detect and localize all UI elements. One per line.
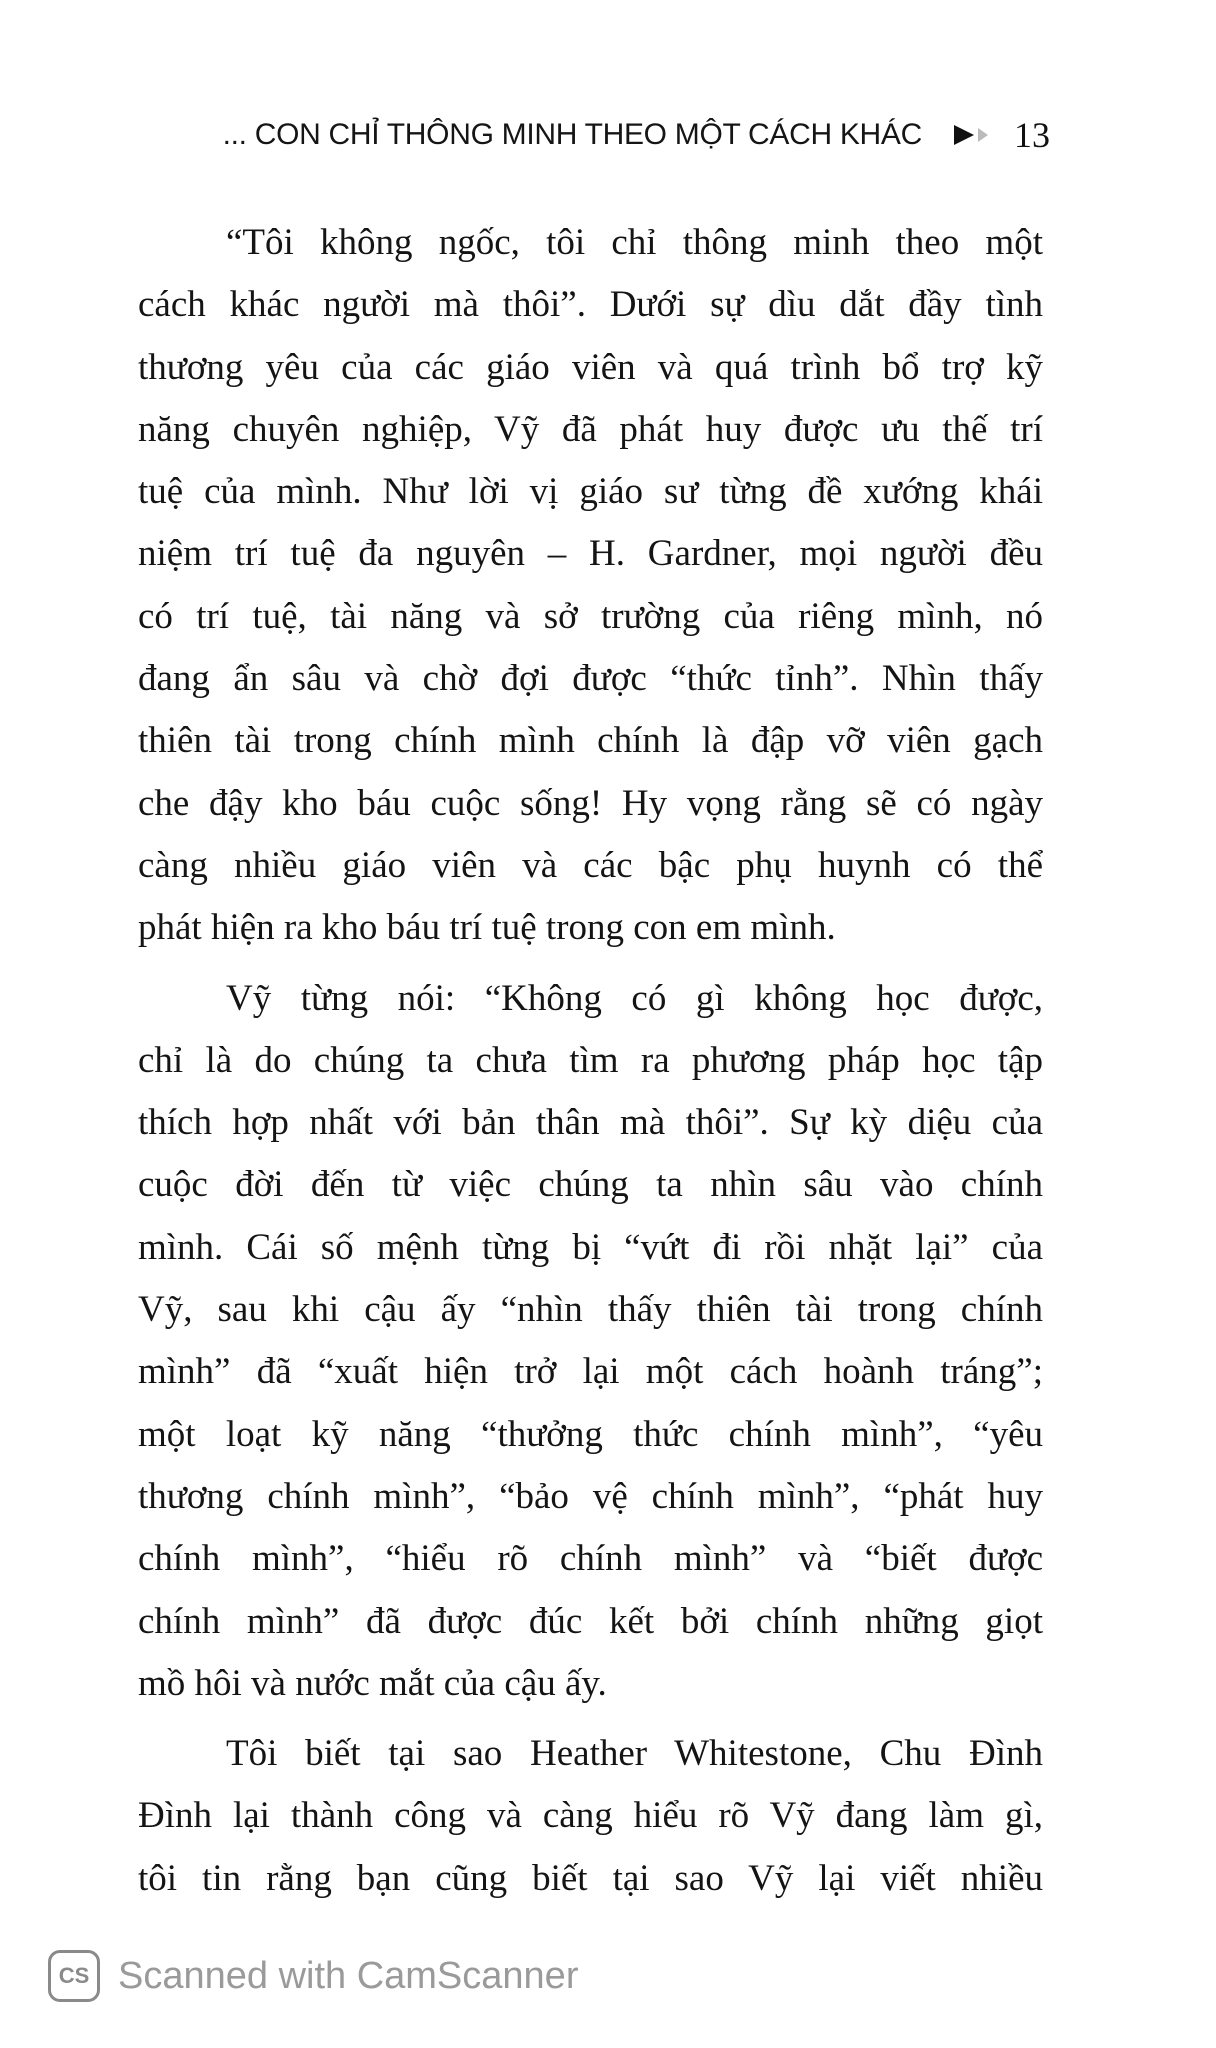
- camscanner-logo-icon: CS: [48, 1950, 100, 2002]
- text-line: che đậy kho báu cuộc sống! Hy vọng rằng sẽ có ngày: [138, 782, 1043, 824]
- text-line: càng nhiều giáo viên và các bậc phụ huynh có thể: [138, 844, 1043, 886]
- text-line: cách khác người mà thôi”. Dưới sự dìu dắt đầy tình: [138, 284, 1043, 326]
- paragraph-gap: [138, 960, 1043, 968]
- scanner-watermark: [48, 1948, 578, 2004]
- text-line: có trí tuệ, tài năng và sở trường của riêng mình, nó: [138, 595, 1043, 637]
- text-line: cuộc đời đến từ việc chúng ta nhìn sâu vào chính: [138, 1164, 1043, 1206]
- arrow-right-icon: [954, 125, 974, 145]
- text-line: Vỹ, sau khi cậu ấy “nhìn thấy thiên tài trong chính: [138, 1289, 1043, 1331]
- body-text: [138, 212, 1043, 1910]
- watermark-text: Scanned with CamScanner: [118, 1954, 579, 1997]
- arrow-right-small-icon: [978, 128, 988, 142]
- text-line: Đình lại thành công và càng hiểu rõ Vỹ đang làm gì,: [138, 1795, 1043, 1837]
- text-line: tôi tin rằng bạn cũng biết tại sao Vỹ lại viết nhiều: [138, 1857, 1043, 1899]
- running-header: [210, 112, 1050, 158]
- text-line: thương chính mình”, “bảo vệ chính mình”, “phát huy: [138, 1475, 1043, 1517]
- text-line: thương yêu của các giáo viên và quá trình bổ trợ kỹ: [138, 346, 1043, 388]
- text-line: thích hợp nhất với bản thân mà thôi”. Sự kỳ diệu của: [138, 1102, 1043, 1144]
- text-line: thiên tài trong chính mình chính là đập vỡ viên gạch: [138, 720, 1043, 762]
- text-line: mồ hôi và nước mắt của cậu ấy.: [138, 1662, 607, 1704]
- text-line: mình” đã “xuất hiện trở lại một cách hoành tráng”;: [138, 1351, 1043, 1393]
- text-line: Vỹ từng nói: “Không có gì không học được,: [226, 977, 1043, 1019]
- text-line: mình. Cái số mệnh từng bị “vứt đi rồi nhặt lại” của: [138, 1226, 1043, 1268]
- paragraph-gap: [138, 1715, 1043, 1723]
- text-line: năng chuyên nghiệp, Vỹ đã phát huy được ưu thế trí: [138, 408, 1043, 450]
- page-number: 13: [1014, 115, 1050, 155]
- text-line: Tôi biết tại sao Heather Whitestone, Chu Đình: [226, 1733, 1043, 1775]
- text-line: đang ẩn sâu và chờ đợi được “thức tỉnh”. Nhìn thấy: [138, 658, 1043, 700]
- text-line: chính mình” đã được đúc kết bởi chính những giọt: [138, 1600, 1043, 1642]
- chapter-title: ... CON CHỈ THÔNG MINH THEO MỘT CÁCH KHÁC: [222, 118, 922, 151]
- text-line: niệm trí tuệ đa nguyên – H. Gardner, mọi người đều: [138, 533, 1043, 575]
- text-line: một loạt kỹ năng “thưởng thức chính mình”, “yêu: [138, 1413, 1043, 1455]
- text-line: chỉ là do chúng ta chưa tìm ra phương pháp học tập: [138, 1039, 1043, 1081]
- text-line: phát hiện ra kho báu trí tuệ trong con em mình.: [138, 907, 836, 949]
- text-line: “Tôi không ngốc, tôi chỉ thông minh theo một: [226, 222, 1043, 263]
- text-line: tuệ của mình. Như lời vị giáo sư từng đề xướng khái: [138, 471, 1043, 513]
- text-line: chính mình”, “hiểu rõ chính mình” và “biết được: [138, 1538, 1043, 1580]
